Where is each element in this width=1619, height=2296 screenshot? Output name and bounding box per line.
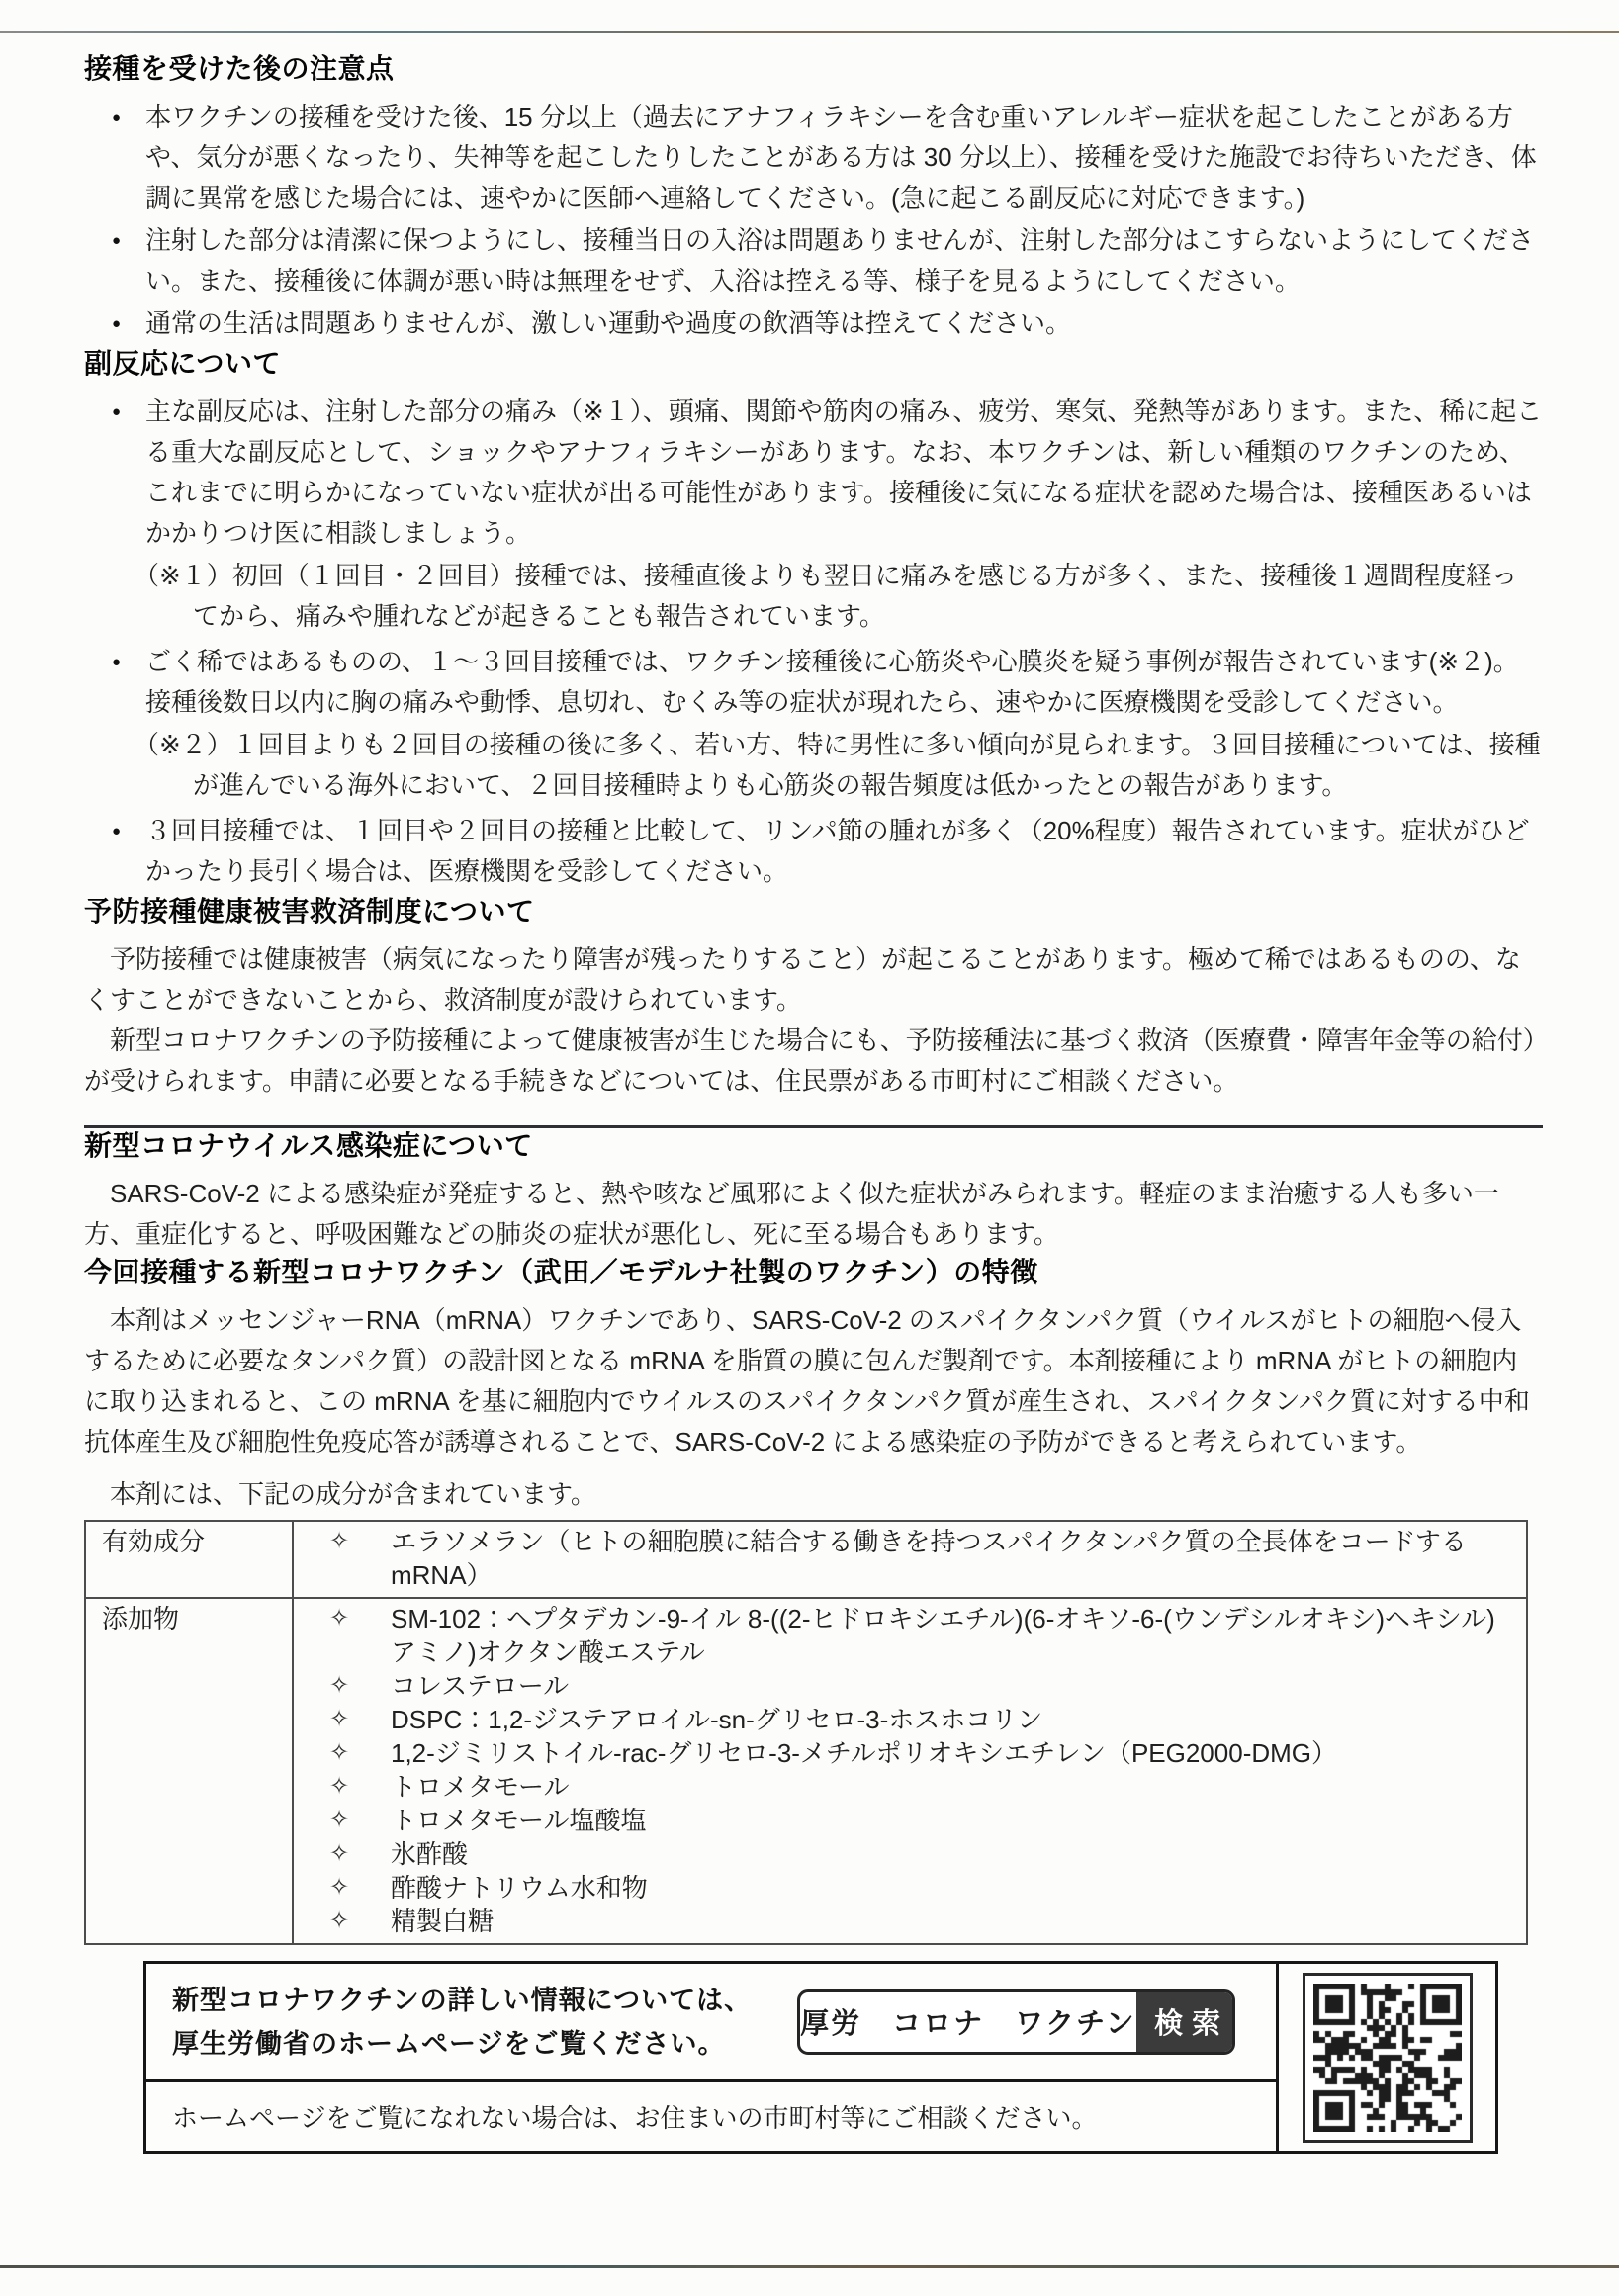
ingredient-text: トロメタモール (391, 1772, 570, 1802)
bullet-text: 通常の生活は問題ありませんが、激しい運動や過度の飲酒等は控えてください。 (145, 309, 1072, 338)
bullet-icon: ● (112, 823, 122, 839)
bullet-item (112, 811, 1543, 892)
search-button: 検索 (1136, 1992, 1235, 2052)
bullet-icon: ● (112, 109, 122, 126)
info-message-line2: 厚生労働省のホームページをご覧ください。 (172, 2028, 726, 2059)
info-message-line1: 新型コロナワクチンの詳しい情報については、 (172, 1985, 753, 2015)
section-heading-side-effects: 副反応について (84, 348, 281, 379)
diamond-bullet-icon: ✧ (329, 1773, 350, 1800)
section-heading-after-vaccination: 接種を受けた後の注意点 (84, 53, 395, 84)
footnote-2: （※２）１回目よりも２回目の接種の後に多く、若い方、特に男性に多い傾向が見られます。３回目接種については、接種が進んでいる海外において、２回目接種時よりも心筋炎の報告頻度は低かったとの報告があります。 (134, 730, 1541, 800)
ingredient-text: 酢酸ナトリウム水和物 (391, 1873, 648, 1902)
vaccine-features-paragraph: 本剤はメッセンジャーRNA（mRNA）ワクチンであり、SARS-CoV-2 のスパイクタンパク質（ウイルスがヒトの細胞へ侵入するために必要なタンパク質）の設計図となる mRNA を脂質の膜に包んだ製剤です。本剤接種により mRNA がヒトの細胞内に取り込まれると、この mRNA を基に細胞内でウイルスのスパイクタンパク質が産生され、スパイクタンパク質に対する中和抗体産生及び細胞性免疫応答が誘導されることで、SARS-CoV-2 による感染症の予防ができると考えられています。 (84, 1305, 1530, 1457)
row-value (293, 1598, 1527, 1944)
bullet-text: ごく稀ではあるものの、１～３回目接種では、ワクチン接種後に心筋炎や心膜炎を疑う事例が報告されています(※２)。接種後数日以内に胸の痛みや動悸、息切れ、むくみ等の症状が現れたら、速やかに医療機関を受診してください。 (145, 647, 1519, 717)
info-footer: ホームページをご覧になれない場合は、お住まいの市町村等にご相談ください。 (172, 2103, 1098, 2133)
diamond-bullet-icon: ✧ (329, 1605, 350, 1632)
ingredient-text: コレステロール (391, 1671, 570, 1701)
side-effects-list (84, 392, 1543, 892)
search-box (797, 1989, 1235, 2055)
diamond-bullet-icon: ✧ (329, 1807, 350, 1833)
info-message (172, 1979, 752, 2066)
ingredient-text: エラソメラン（ヒトの細胞膜に結合する働きを持つスパイクタンパク質の全長体をコードする mRNA） (391, 1527, 1467, 1590)
bullet-text: 注射した部分は清潔に保つようにし、接種当日の入浴は問題ありませんが、注射した部分はこすらないようにしてください。また、接種後に体調が悪い時は無理をせず、入浴は控える等、様子を見るようにしてください。 (145, 225, 1535, 296)
ingredient-text: 1,2-ジミリストイル-rac-グリセロ-3-メチルポリオキシエチレン（PEG2000-DMG） (391, 1738, 1338, 1768)
bullet-icon: ● (112, 232, 122, 249)
ingredient-text: SM-102：ヘプタデカン-9-イル 8-((2-ヒドロキシエチル)(6-オキソ-6-(ウンデシルオキシ)ヘキシル)アミノ)オクタン酸エステル (391, 1604, 1495, 1667)
bullet-item (112, 304, 1543, 344)
document-content (84, 51, 1543, 2154)
diamond-bullet-icon: ✧ (329, 1706, 350, 1732)
diamond-bullet-icon: ✧ (329, 1528, 350, 1554)
relief-paragraph-2: 新型コロナワクチンの予防接種によって健康被害が生じた場合にも、予防接種法に基づく救済（医療費・障害年金等の給付）が受けられます。申請に必要となる手続きなどについては、住民票がある市町村にご相談ください。 (84, 1025, 1536, 1096)
search-terms: 厚労 コロナ ワクチン (800, 2008, 1136, 2040)
covid19-paragraph: SARS-CoV-2 による感染症が発症すると、熱や咳など風邪によく似た症状がみられます。軽症のまま治癒する人も多い一方、重症化すると、呼吸困難などの肺炎の症状が悪化し、死に至る場合もあります。 (84, 1179, 1499, 1249)
row-label: 添加物 (85, 1598, 293, 1944)
section-heading-covid19: 新型コロナウイルス感染症について (84, 1130, 533, 1161)
ingredient-item (302, 1736, 1518, 1770)
bullet-item (112, 392, 1543, 554)
ingredient-item (302, 1871, 1518, 1904)
ingredient-item (302, 1904, 1518, 1938)
diamond-bullet-icon: ✧ (329, 1874, 350, 1900)
ingredient-item (302, 1770, 1518, 1804)
diamond-bullet-icon: ✧ (329, 1739, 350, 1766)
ingredient-item (302, 1703, 1518, 1736)
row-value (293, 1521, 1527, 1598)
table-row-active-ingredient (85, 1521, 1527, 1598)
info-box (143, 1961, 1498, 2154)
bullet-item (112, 642, 1543, 723)
bullet-text: 主な副反応は、注射した部分の痛み（※１）、頭痛、関節や筋肉の痛み、疲労、寒気、発熱等があります。また、稀に起こる重大な副反応として、ショックやアナフィラキシーがあります。なお、本ワクチンは、新しい種類のワクチンのため、これまでに明らかになっていない症状が出る可能性があります。接種後に気になる症状を認めた場合は、接種医あるいはかかりつけ医に相談しましょう。 (145, 397, 1543, 548)
row-label: 有効成分 (85, 1521, 293, 1598)
ingredients-table (84, 1520, 1528, 1945)
qr-code-icon (1303, 1973, 1473, 2143)
scan-fold-line-top (0, 31, 1619, 33)
ingredient-text: 氷酢酸 (391, 1839, 469, 1869)
ingredient-item (302, 1669, 1518, 1703)
scan-fold-line-bottom (0, 2265, 1619, 2268)
ingredient-item (302, 1525, 1518, 1592)
section-heading-relief-system: 予防接種健康被害救済制度について (84, 896, 535, 927)
after-vaccination-list (84, 97, 1543, 344)
diamond-bullet-icon: ✧ (329, 1907, 350, 1934)
ingredient-text: 精製白糖 (391, 1906, 495, 1936)
relief-paragraph-1: 予防接種では健康被害（病気になったり障害が残ったりすること）が起こることがあります。極めて稀ではあるものの、なくすことができないことから、救済制度が設けられています。 (84, 944, 1521, 1015)
ingredient-item (302, 1804, 1518, 1837)
bullet-text: 本ワクチンの接種を受けた後、15 分以上（過去にアナフィラキシーを含む重いアレルギー症状を起こしたことがある方や、気分が悪くなったり、失神等を起こしたりしたことがある方は 30 分以上）、接種を受けた施設でお待ちいただき、体調に異常を感じた場合には、速やかに医師へ連絡してください。(急に起こる副反応に対応できます。) (145, 102, 1537, 213)
bullet-item (112, 97, 1543, 219)
ingredient-text: トロメタモール塩酸塩 (391, 1806, 647, 1835)
bullet-text: ３回目接種では、１回目や２回目の接種と比較して、リンパ節の腫れが多く（20%程度）報告されています。症状がひどかったり長引く場合は、医療機関を受診してください。 (145, 816, 1530, 886)
table-row-additives (85, 1598, 1527, 1944)
footnote-1: （※１）初回（１回目・２回目）接種では、接種直後よりも翌日に痛みを感じる方が多く、また、接種後１週間程度経ってから、痛みや腫れなどが起きることも報告されています。 (134, 561, 1518, 631)
section-heading-vaccine-features: 今回接種する新型コロナワクチン（武田／モデルナ社製のワクチン）の特徴 (84, 1257, 1038, 1287)
bullet-icon: ● (112, 654, 122, 670)
diamond-bullet-icon: ✧ (329, 1672, 350, 1699)
ingredient-item (302, 1602, 1518, 1669)
ingredient-text: DSPC：1,2-ジステアロイル-sn-グリセロ-3-ホスホコリン (391, 1705, 1043, 1734)
info-box-main (146, 1964, 1276, 2082)
ingredient-item (302, 1837, 1518, 1871)
qr-code-cell (1276, 1964, 1495, 2151)
bullet-item (112, 221, 1543, 302)
diamond-bullet-icon: ✧ (329, 1840, 350, 1867)
bullet-icon: ● (112, 315, 122, 332)
ingredients-intro: 本剤には、下記の成分が含まれています。 (110, 1479, 596, 1509)
bullet-icon: ● (112, 403, 122, 420)
